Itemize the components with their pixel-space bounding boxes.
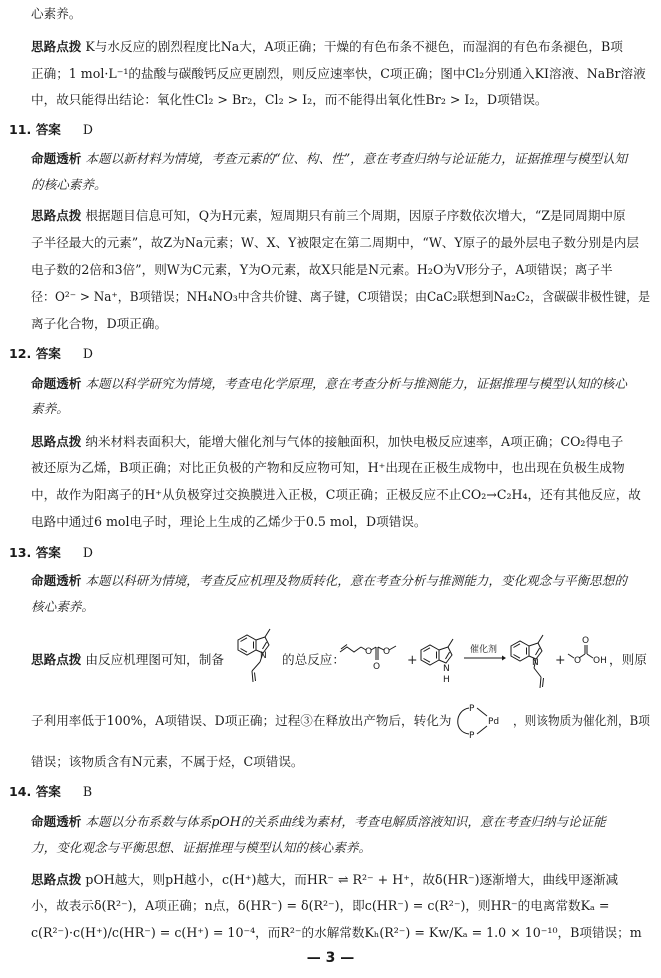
- section-label: 思路点拨: [31, 434, 82, 449]
- text-line: 错误；该物质含有N元素，不属于烃，C项错误。: [31, 754, 304, 769]
- answer-heading: 11. 答案 D: [9, 122, 93, 137]
- text-line: 力，变化观念与平衡思想、证据推理与模型认知的核心素养。: [31, 840, 372, 855]
- plus-sign: +: [407, 652, 418, 667]
- text-line: 核心素养。: [31, 599, 94, 614]
- text-line: 离子化合物，D项正确。: [31, 316, 168, 331]
- text-line: 正确；1 mol·L⁻¹的盐酸与碳酸钙反应更剧烈，则反应速率快，C项正确；图中Cl₂分别通入KI溶液、NaBr溶液: [31, 66, 646, 81]
- section-label: 思路点拨: [31, 208, 82, 223]
- answer-heading: 13. 答案 D: [9, 545, 93, 560]
- page-number: — 3 —: [306, 950, 355, 966]
- n-atom-label: N: [532, 658, 539, 668]
- text-line: c(R²⁻)·c(H⁺)/c(HR⁻) = c(H⁺) = 10⁻⁴，而R²⁻的水解常数Kₕ(R²⁻) = Kw/Kₐ = 1.0 × 10⁻¹⁰，B项错误；m: [31, 925, 642, 940]
- text-line: 中，故只能得出结论：氧化性Cl₂ > Br₂，Cl₂ > I₂，而不能得出氧化性Br₂ > I₂，D项错误。: [31, 92, 548, 107]
- p-atom-label: P: [469, 731, 475, 741]
- text-line: 思路点拨 纳米材料表面积大，能增大催化剂与气体的接触面积，加快电极反应速率，A项正确；CO₂得电子: [31, 434, 624, 449]
- text-line: 命题透析 本题以新材料为情境，考查元素的“位、构、性”，意在考查归纳与论证能力，证据推理与模型认知: [31, 151, 628, 166]
- plus-sign: +: [555, 652, 566, 667]
- text-line: 心素养。: [31, 6, 82, 21]
- text-line: 子利用率低于100%，A项错误、D项正确；过程③在释放出产物后，转化为: [31, 713, 452, 728]
- text-line: 小，故表示δ(R²⁻)，A项正确；n点，δ(HR⁻) = δ(R²⁻)，即c(HR⁻) = c(R²⁻)，则HR⁻的电离常数Kₐ =: [31, 898, 610, 913]
- text-line: 思路点拨 pOH越大，则pH越小，c(H⁺)越大，而HR⁻ ⇌ R²⁻ + H⁺，故δ(HR⁻)逐渐增大，曲线甲逐渐减: [31, 872, 619, 887]
- product-structure-2: [505, 626, 555, 696]
- section-label: 命题透析: [31, 151, 82, 166]
- methyl-carbonic-acid-structure: [566, 632, 612, 672]
- text-line: ，则该物质为催化剂，B项: [513, 713, 650, 728]
- answer-heading: 12. 答案 D: [9, 346, 93, 361]
- o-atom-label: O: [383, 647, 391, 657]
- nh-atom-label: N: [443, 664, 450, 674]
- text-line: 素养。: [31, 401, 69, 416]
- text-line: 的核心素养。: [31, 177, 107, 192]
- section-label: 命题透析: [31, 376, 82, 391]
- o-atom-label: O: [582, 636, 590, 646]
- reaction-arrow: [462, 642, 506, 666]
- text-line: 电子数的2倍和3倍”，则W为C元素，Y为O元素，故X只能是N元素。H₂O为V形分子，A项错误；离子半: [31, 262, 613, 277]
- text-line: 被还原为乙烯，B项正确；对比正负极的产物和反应物可知，H⁺出现在正极生成物中，也出现在负极生成物: [31, 460, 625, 475]
- nh-hydrogen-label: H: [443, 675, 450, 685]
- section-label: 思路点拨: [31, 39, 82, 54]
- pd-catalyst-structure: [449, 698, 515, 744]
- p-atom-label: P: [469, 704, 475, 714]
- o-atom-label: O: [574, 656, 582, 666]
- text-line: 电路中通过6 mol电子时，理论上生成的乙烯少于0.5 mol，D项错误。: [31, 514, 427, 529]
- catalyst-label: 催化剂: [470, 645, 498, 655]
- text-line: 子半径最大的元素”，故Z为Na元素；W、X、Y被限定在第二周期中，“W、Y原子的最外层电子数分别是内层: [31, 235, 639, 250]
- section-label: 思路点拨: [31, 872, 82, 887]
- section-label: 思路点拨: [31, 652, 82, 667]
- text-line: 思路点拨 K与水反应的剧烈程度比Na大，A项正确；干燥的有色布条不褪色，而湿润的有色布条褪色，B项: [31, 39, 623, 54]
- text-line: 中，故作为阳离子的H⁺从负极穿过交换膜进入正极，C项正确；正极反应不止CO₂→C₂H₄，还有其他反应，故: [31, 487, 641, 502]
- o-atom-label: O: [373, 662, 381, 672]
- product-structure-1: [232, 618, 282, 692]
- pd-atom-label: Pd: [488, 717, 500, 727]
- answer-heading: 14. 答案 B: [9, 784, 93, 799]
- oh-group-label: OH: [593, 656, 607, 666]
- text-line: 思路点拨 由反应机理图可知，制备: [31, 652, 224, 667]
- text-line: 命题透析 本题以分布系数与体系pOH的关系曲线为素材，考查电解质溶液知识，意在考查归纳与论证能: [31, 814, 606, 829]
- o-atom-label: O: [365, 647, 373, 657]
- allyl-carbonate-structure: [338, 628, 408, 678]
- section-label: 命题透析: [31, 814, 82, 829]
- text-line: ，则原: [609, 652, 647, 667]
- text-line: 的总反应：: [282, 652, 345, 667]
- methylindole-structure: [415, 630, 465, 685]
- section-label: 命题透析: [31, 573, 82, 588]
- text-line: 思路点拨 根据题目信息可知，Q为H元素，短周期只有前三个周期，因原子序数依次增大，“Z是同周期中原: [31, 208, 626, 223]
- text-line: 径：O²⁻ > Na⁺，B项错误；NH₄NO₃中含共价键、离子键，C项错误；由CaC₂联想到Na₂C₂，含碳碳非极性键，是: [31, 289, 651, 304]
- n-atom-label: N: [260, 651, 267, 661]
- text-line: 命题透析 本题以科研为情境，考查反应机理及物质转化，意在考查分析与推测能力，变化观念与平衡思想的: [31, 573, 627, 588]
- text-line: 命题透析 本题以科学研究为情境，考查电化学原理，意在考查分析与推测能力，证据推理与模型认知的核心: [31, 376, 627, 391]
